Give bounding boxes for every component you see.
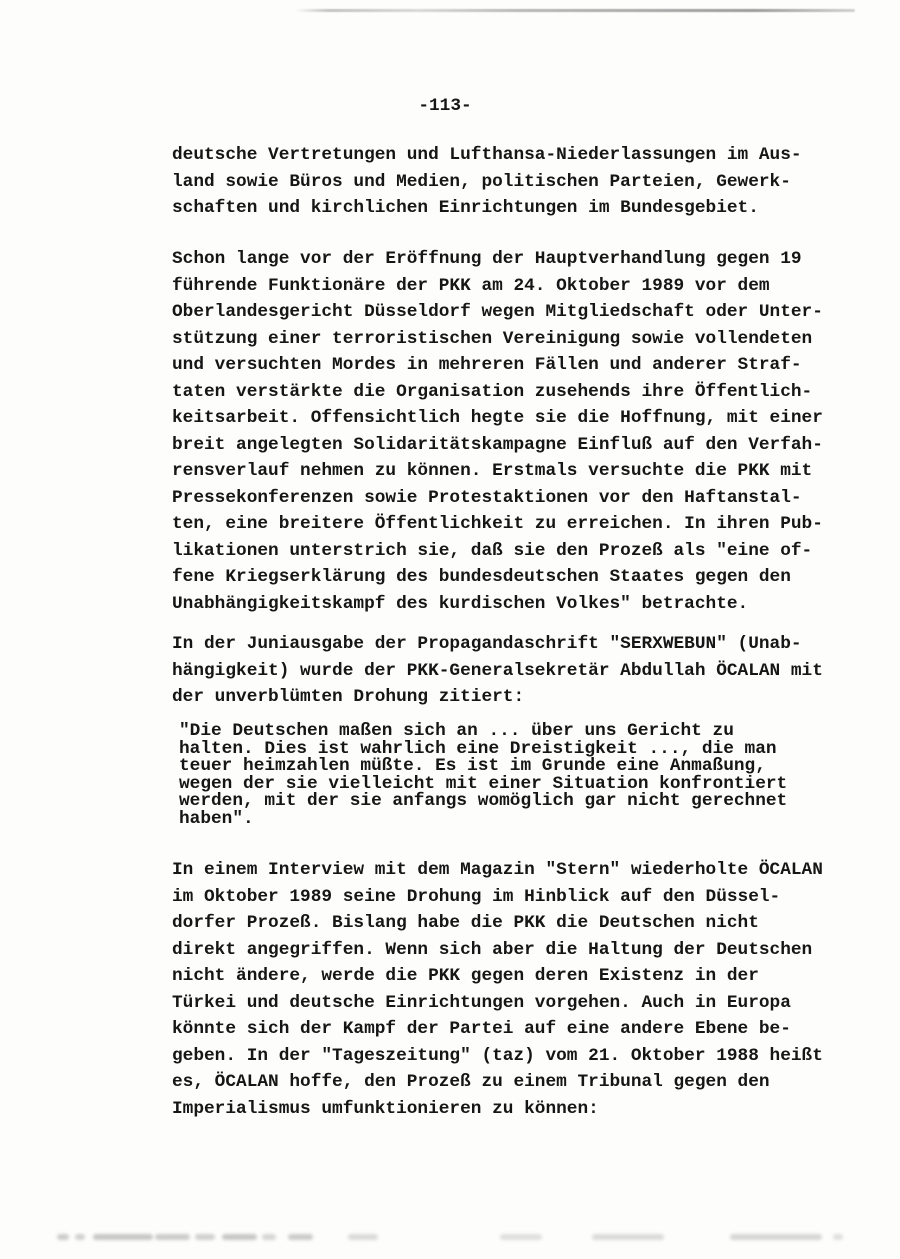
- text-line: haben".: [179, 808, 254, 829]
- text-line: im Oktober 1989 seine Drohung im Hinblick auf den Düssel-: [172, 886, 781, 907]
- paragraph-2: [172, 246, 823, 617]
- text-line: In der Juniausgabe der Propagandaschrift "SERXWEBUN" (Unab-: [172, 634, 802, 654]
- paragraph-1: [172, 142, 802, 222]
- text-line: rensverlauf nehmen zu können. Erstmals versuchte die PKK mit: [172, 461, 813, 481]
- page-number: -113-: [418, 96, 472, 116]
- text-line: der unverblümten Drohung zitiert:: [172, 687, 525, 707]
- text-line: teuer heimzahlen müßte. Es ist im Grunde eine Anmaßung,: [179, 756, 766, 776]
- scan-smudge: [93, 1234, 153, 1240]
- scan-smudge: [195, 1234, 215, 1240]
- text-line: fene Kriegserklärung des bundesdeutschen Staates gegen den: [172, 567, 791, 587]
- text-line: und versuchten Mordes in mehreren Fällen und anderer Straf-: [172, 355, 802, 375]
- text-line: Türkei und deutsche Einrichtungen vorgehen. Auch in Europa: [172, 992, 791, 1013]
- scan-smudge: [155, 1234, 190, 1240]
- scan-smudge: [592, 1234, 664, 1240]
- text-line: schaften und kirchlichen Einrichtungen im Bundesgebiet.: [172, 198, 759, 218]
- text-line: likationen unterstrich sie, daß sie den Prozeß als "eine of-: [172, 540, 813, 561]
- text-line: wegen der sie vielleicht mit einer Situation konfrontiert: [179, 773, 788, 794]
- text-line: land sowie Büros und Medien, politischen Parteien, Gewerk-: [172, 171, 791, 192]
- text-line: ten, eine breitere Öffentlichkeit zu erreichen. In ihren Pub-: [172, 514, 823, 534]
- text-line: führende Funktionäre der PKK am 24. Oktober 1989 vor dem: [172, 275, 770, 296]
- text-line: geben. In der "Tageszeitung" (taz) vom 21. Oktober 1988 heißt: [172, 1045, 823, 1066]
- scan-smudge: [75, 1234, 85, 1240]
- scan-smudge: [833, 1234, 843, 1240]
- paragraph-3: [172, 631, 823, 711]
- text-line: hängigkeit) wurde der PKK-Generalsekretär Abdullah ÖCALAN mit: [172, 660, 823, 681]
- scan-artifact-top-streak: [295, 9, 855, 12]
- text-line: Oberlandesgericht Düsseldorf wegen Mitgliedschaft oder Unter-: [172, 302, 823, 322]
- text-line: taten verstärkte die Organisation zusehends ihre Öffentlich-: [172, 381, 813, 402]
- text-line: deutsche Vertretungen und Lufthansa-Niederlassungen im Aus-: [172, 145, 802, 165]
- text-line: Schon lange vor der Eröffnung der Hauptverhandlung gegen 19: [172, 249, 802, 269]
- scan-smudge: [730, 1234, 822, 1240]
- text-line: In einem Interview mit dem Magazin "Stern" wiederholte ÖCALAN: [172, 860, 823, 880]
- text-line: halten. Dies ist wahrlich eine Dreistigkeit ..., die man: [179, 738, 777, 759]
- scan-smudge: [222, 1234, 257, 1240]
- text-line: keitsarbeit. Offensichtlich hegte sie die Hoffnung, mit einer: [172, 408, 823, 428]
- scan-smudge: [288, 1234, 313, 1240]
- text-line: dorfer Prozeß. Bislang habe die PKK die Deutschen nicht: [172, 913, 759, 933]
- text-line: es, ÖCALAN hoffe, den Prozeß zu einem Tribunal gegen den: [172, 1072, 770, 1092]
- text-line: werden, mit der sie anfangs womöglich gar nicht gerechnet: [179, 791, 788, 811]
- text-line: "Die Deutschen maßen sich an ... über uns Gericht zu: [179, 721, 734, 741]
- paragraph-5: [172, 857, 823, 1122]
- text-line: Unabhängigkeitskampf des kurdischen Volkes" betrachte.: [172, 593, 749, 614]
- text-line: nicht ändere, werde die PKK gegen deren Existenz in der: [172, 966, 759, 986]
- text-line: Pressekonferenzen sowie Protestaktionen vor den Haftanstal-: [172, 487, 802, 508]
- scan-smudge: [262, 1234, 276, 1240]
- text-line: könnte sich der Kampf der Partei auf eine andere Ebene be-: [172, 1019, 791, 1039]
- text-line: Imperialismus umfunktionieren zu können:: [172, 1098, 599, 1119]
- text-line: breit angelegten Solidaritätskampagne Einfluß auf den Verfah-: [172, 434, 823, 455]
- block-quote: [179, 723, 787, 828]
- scan-smudge: [57, 1234, 69, 1240]
- text-line: direkt angegriffen. Wenn sich aber die Haltung der Deutschen: [172, 939, 813, 960]
- text-line: stützung einer terroristischen Vereinigung sowie vollendeten: [172, 328, 813, 349]
- scan-smudge: [500, 1234, 542, 1240]
- scan-smudge: [348, 1234, 378, 1240]
